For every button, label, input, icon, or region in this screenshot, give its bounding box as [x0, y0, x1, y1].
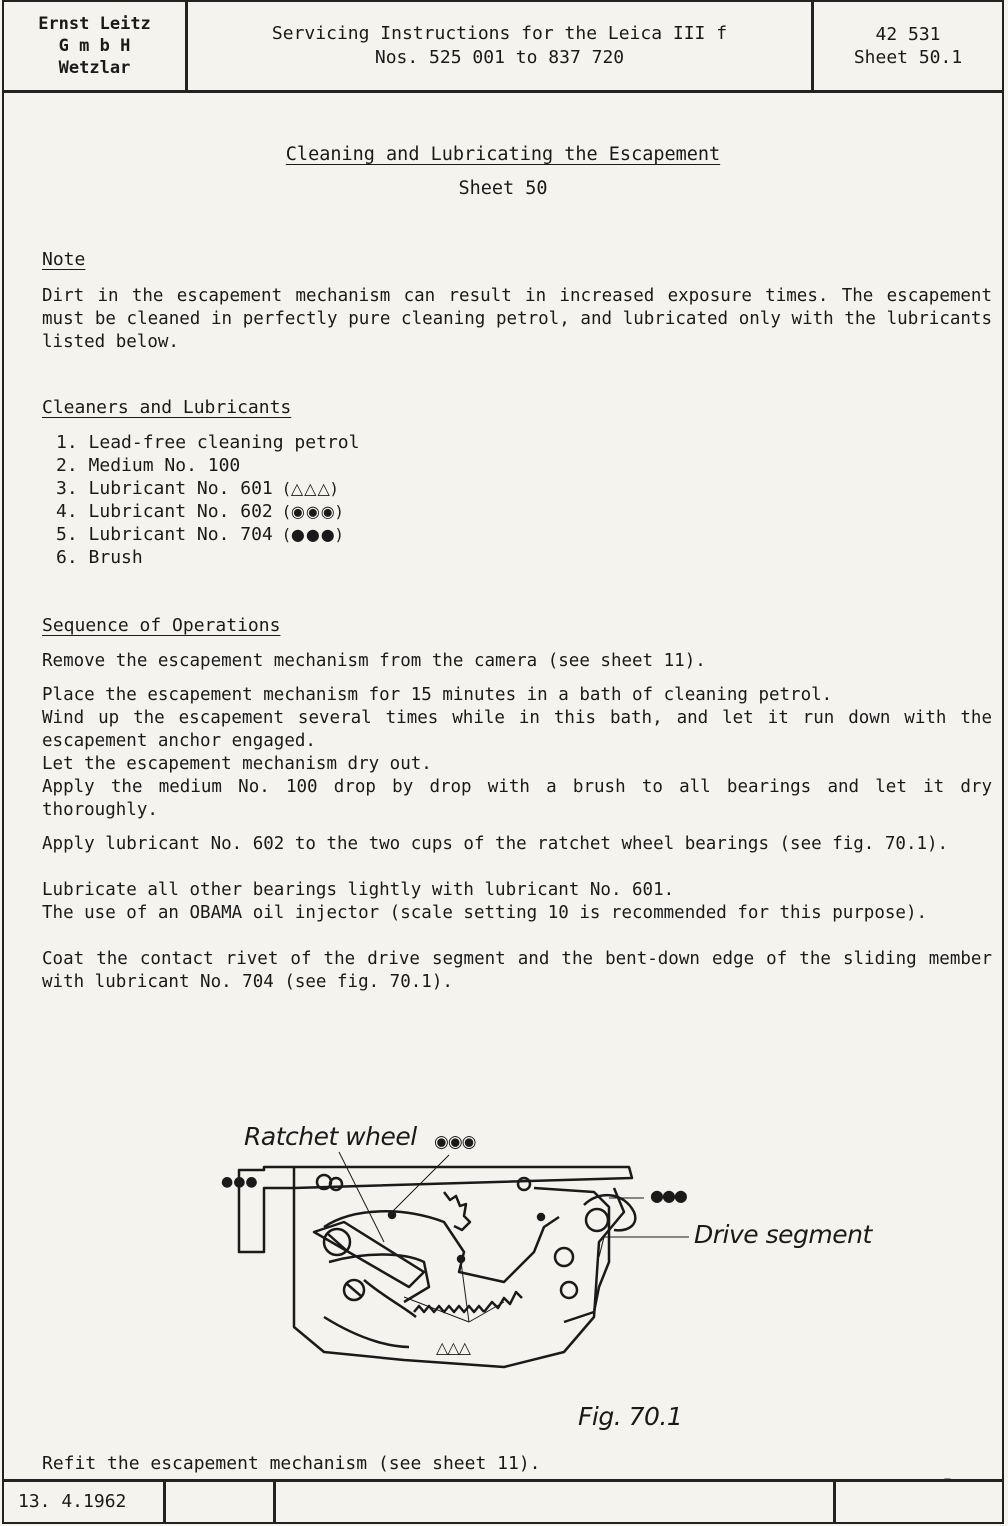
- triangle-symbol-icon: (△△△): [283, 479, 339, 498]
- step-dry: Let the escapement mechanism dry out.: [42, 754, 432, 774]
- company-name: Ernst Leitz: [38, 14, 151, 34]
- serial-range: Nos. 525 001 to 837 720: [374, 47, 625, 68]
- footer-cell: [836, 1482, 1002, 1522]
- escapement-figure: [204, 1112, 904, 1382]
- step-injector: The use of an OBAMA oil injector (scale setting 10 is recommended for this purpose).: [42, 903, 928, 923]
- step-remove: Remove the escapement mechanism from the camera (see sheet 11).: [42, 651, 706, 671]
- footer-date-cell: [4, 1482, 166, 1522]
- sheet-number: Sheet 50.1: [853, 47, 963, 68]
- page-subtitle: Sheet 50: [458, 178, 548, 199]
- issue-date: 13. 4.1962: [18, 1491, 127, 1512]
- solid-dot-symbol-icon: (●●●): [283, 525, 343, 544]
- title-block: [188, 2, 814, 90]
- printer-mark: —: [944, 1474, 951, 1482]
- solid-dot-symbol-icon: ●●●: [221, 1174, 258, 1190]
- drive-segment-label: Drive segment: [694, 1220, 872, 1249]
- materials-heading: Cleaners and Lubricants: [42, 397, 292, 418]
- step-lub-602: Apply lubricant No. 602 to the two cups of the ratchet wheel bearings (see fig. 70.1).: [42, 834, 949, 854]
- footer-cell: [166, 1482, 276, 1522]
- company-city: Wetzlar: [58, 58, 131, 78]
- solid-dot-symbol-icon: ●●●: [650, 1186, 686, 1205]
- step-lub-704: Coat the contact rivet of the drive segment and the bent-down edge of the sliding member with lubricant No. 704 (see fig. 70.1).: [42, 949, 992, 992]
- list-item: 4. Lubricant No. 602 (◉◉◉): [56, 501, 343, 522]
- doc-title: Servicing Instructions for the Leica III f: [271, 23, 728, 44]
- materials-list: [56, 431, 359, 569]
- header: [4, 2, 1002, 93]
- list-item: 6. Brush: [56, 547, 143, 568]
- page-title: Cleaning and Lubricating the Escapement: [285, 144, 721, 165]
- step-wind: Wind up the escapement several times while in this bath, and let it run down with the escapement anchor engaged.: [42, 708, 992, 751]
- step-bath: Place the escapement mechanism for 15 minutes in a bath of cleaning petrol.: [42, 685, 833, 705]
- doc-id-block: [814, 2, 1002, 90]
- footer: [4, 1479, 1002, 1522]
- note-heading: Note: [42, 249, 86, 270]
- company-form: G m b H: [58, 36, 131, 56]
- step-medium: Apply the medium No. 100 drop by drop with a brush to all bearings and let it dry thoroughly.: [42, 777, 992, 820]
- footer-cell: [276, 1482, 836, 1522]
- list-item: 2. Medium No. 100: [56, 455, 241, 476]
- company-block: [4, 2, 188, 90]
- doc-number: 42 531: [875, 24, 941, 45]
- list-item: 5. Lubricant No. 704 (●●●): [56, 524, 343, 545]
- list-item: 1. Lead-free cleaning petrol: [56, 432, 360, 453]
- figure-caption: Fig. 70.1: [578, 1402, 683, 1431]
- triangle-symbol-icon: △△△: [436, 1338, 470, 1357]
- ratchet-wheel-label: Ratchet wheel: [244, 1122, 417, 1151]
- ring-dot-symbol-icon: ◉◉◉: [434, 1132, 476, 1152]
- list-item: 3. Lubricant No. 601 (△△△): [56, 478, 339, 499]
- step-lub-601: Lubricate all other bearings lightly with lubricant No. 601.: [42, 880, 675, 900]
- sequence-heading: Sequence of Operations: [42, 615, 281, 636]
- note-text: Dirt in the escapement mechanism can result in increased exposure times. The escapement must be cleaned in perfectly pure cleaning petrol, and lubricated only with the lubricants listed below.: [42, 286, 992, 352]
- service-sheet: [2, 0, 1004, 1524]
- step-refit: Refit the escapement mechanism (see sheet 11).: [42, 1453, 541, 1474]
- ring-dot-symbol-icon: (◉◉◉): [283, 502, 343, 521]
